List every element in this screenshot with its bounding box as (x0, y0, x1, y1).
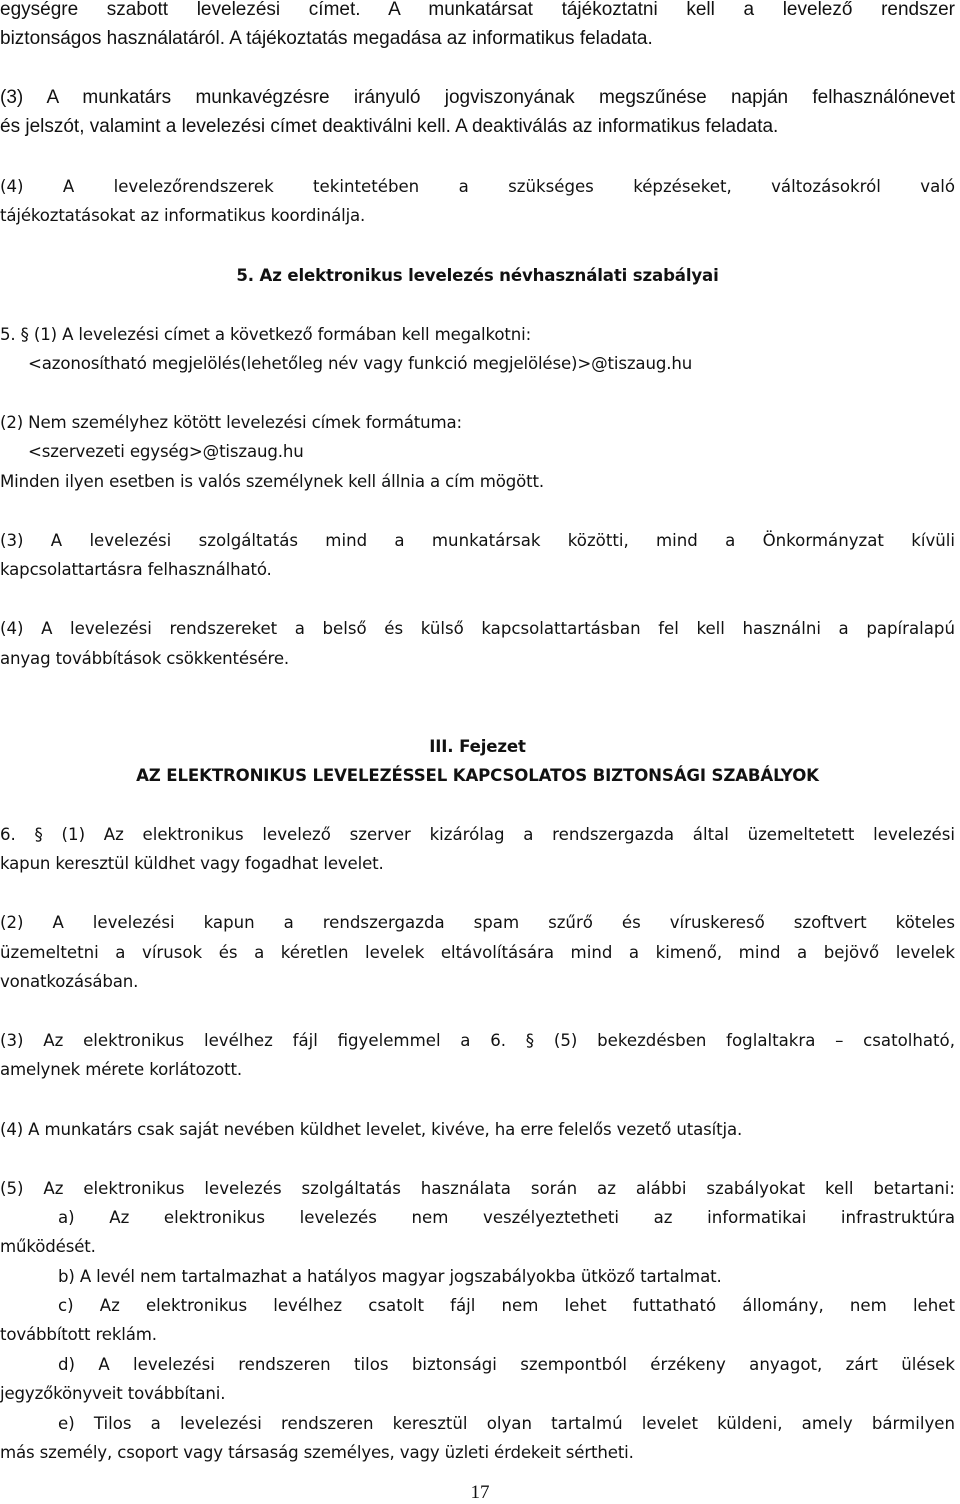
text-line: 6. § (1) Az elektronikus levelező szerver kizárólag a rendszergazda által üzemeltetett levelezési (0, 825, 955, 844)
text-line: üzemeltetni a vírusok és a kéretlen levelek eltávolítására mind a kimenő, mind a bejövő levelek (0, 943, 955, 962)
list-item: c) Az elektronikus levélhez csatolt fájl nem lehet futtatható állomány, nem lehet (58, 1296, 955, 1315)
text-line: (3) Az elektronikus levélhez fájl figyelemmel a 6. § (5) bekezdésben foglaltakra – csatolható, (0, 1031, 955, 1050)
list-item: d) A levelezési rendszeren tilos biztonsági szempontból érzékeny anyagot, zárt ülések (58, 1355, 955, 1374)
text-line: amelynek mérete korlátozott. (0, 1060, 242, 1079)
list-item: a) Az elektronikus levelezés nem veszélyeztetheti az informatikai infrastruktúra (58, 1208, 955, 1227)
text-line: tájékoztatásokat az informatikus koordinálja. (0, 206, 366, 225)
text-line: (4) A munkatárs csak saját nevében küldhet levelet, kivéve, ha erre felelős vezető utasítja. (0, 1120, 743, 1139)
text-line: (4) A levelezőrendszerek tekintetében a szükséges képzéseket, változásokról való (0, 177, 955, 196)
text-line: (3) A munkatárs munkavégzésre irányuló jogviszonyának megszűnése napján felhasználónevet (0, 87, 955, 108)
text-line: <szervezeti egység>@tiszaug.hu (28, 442, 304, 461)
chapter-title: AZ ELEKTRONIKUS LEVELEZÉSSEL KAPCSOLATOS BIZTONSÁGI SZABÁLYOK (136, 766, 819, 785)
text-line: (5) Az elektronikus levelezés szolgáltatás használata során az alábbi szabályokat kell betartani: (0, 1179, 955, 1198)
page-number: 17 (470, 1482, 490, 1503)
text-line: egységre szabott levelezési címet. A munkatársat tájékoztatni kell a levelező rendszer (0, 0, 955, 20)
text-line: jegyzőkönyveit továbbítani. (0, 1384, 226, 1403)
section-heading: 5. Az elektronikus levelezés névhasználati szabályai (236, 266, 719, 285)
text-line: (2) A levelezési kapun a rendszergazda spam szűrő és víruskereső szoftvert köteles (0, 913, 955, 932)
text-line: anyag továbbítások csökkentésére. (0, 649, 289, 668)
list-item: b) A levél nem tartalmazhat a hatályos magyar jogszabályokba ütköző tartalmat. (58, 1267, 722, 1286)
text-line: (3) A levelezési szolgáltatás mind a munkatársak közötti, mind a Önkormányzat kívüli (0, 531, 955, 550)
paragraph-title: 5. § (1) A levelezési címet a következő formában kell megalkotni: (0, 325, 532, 344)
text-line: és jelszót, valamint a levelezési címet deaktiválni kell. A deaktiválás az informatikus feladata. (0, 116, 779, 137)
text-line: (2) Nem személyhez kötött levelezési címek formátuma: (0, 413, 462, 432)
text-line: kapcsolattartásra felhasználható. (0, 560, 272, 579)
chapter-number: III. Fejezet (429, 737, 526, 756)
text-line: továbbított reklám. (0, 1325, 157, 1344)
text-line: <azonosítható megjelölés(lehetőleg név vagy funkció megjelölése)>@tiszaug.hu (28, 354, 693, 373)
text-line: más személy, csoport vagy társaság személyes, vagy üzleti érdekeit sértheti. (0, 1443, 634, 1462)
text-line: működését. (0, 1237, 96, 1256)
list-item: e) Tilos a levelezési rendszeren keresztül olyan tartalmú levelet küldeni, amely bármilyen (58, 1414, 955, 1433)
text-line: biztonságos használatáról. A tájékoztatás megadása az informatikus feladata. (0, 28, 653, 49)
text-line: (4) A levelezési rendszereket a belső és külső kapcsolattartásban fel kell használni a papíralapú (0, 619, 955, 638)
text-line: vonatkozásában. (0, 972, 139, 991)
text-line: kapun keresztül küldhet vagy fogadhat levelet. (0, 854, 384, 873)
text-line: Minden ilyen esetben is valós személynek kell állnia a cím mögött. (0, 472, 544, 491)
